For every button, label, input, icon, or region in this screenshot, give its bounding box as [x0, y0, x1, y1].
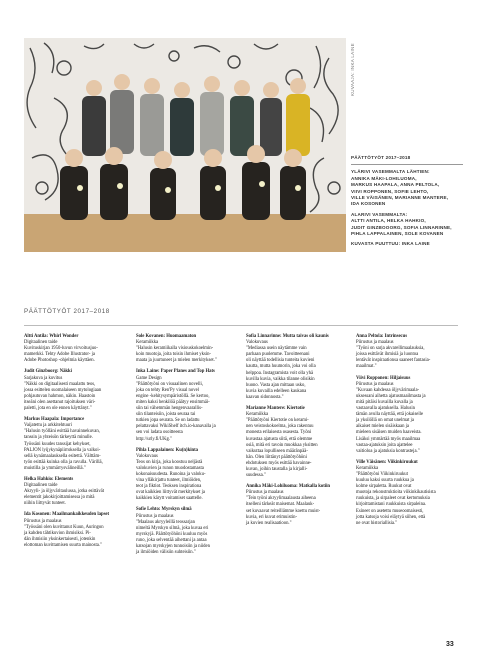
description-line: kaikkien kärytt voitamiset saattelle. — [136, 496, 203, 502]
description-line: "Päättötyöni on visuaalinen novelli, — [136, 381, 204, 387]
student-name: Annika Mäki-Lohiluoma: — [246, 484, 298, 490]
work-entry — [136, 334, 236, 364]
description-line: ruukuista, ja sirpaleet ovat kertomuksia — [356, 496, 430, 502]
description-line: ja kuvien realisaatioon." — [246, 520, 292, 526]
work-title: Importance — [60, 417, 85, 423]
caption-line: ALTTI ANTILA, HELKA HAHKIO, — [351, 218, 426, 224]
work-title: Huomaamaton — [166, 334, 197, 339]
description-line: "Päättötyöni Kiertotie on kerami- — [246, 418, 309, 424]
work-category: Keramiikka — [136, 340, 159, 346]
description-line: "Työssäni olen kuvittanut Kuun, Auringon — [24, 524, 104, 530]
caption-line: KUVASTA PUUTTUU: INKA LAINE — [351, 241, 430, 247]
description-line: teot ja fiktiot. Teoksen inspirationa — [136, 484, 202, 490]
student-name: Markus Haapala: — [24, 417, 60, 423]
work-title: Hiljaisuus — [389, 375, 411, 381]
description-line: myrskyjä. Päättötyöhöni kuuluu myös — [136, 531, 208, 537]
description-line: Työssäni kuudes tanssijat kehykset, — [24, 441, 91, 447]
description-line: oli näyttää todellisia tunteita kuvieni — [246, 358, 315, 364]
description-line: vastaavalla ajatuksella. Halusin — [356, 406, 415, 412]
description-line: joissa esittävät ihmisiä ja luontoa — [356, 352, 419, 358]
student-name: Sofia Linnarinne: — [246, 334, 282, 339]
student-name: Helka Hahkio: — [24, 476, 54, 482]
work-entry — [246, 406, 346, 479]
work-entry — [136, 369, 236, 442]
section-title: PÄÄTTÖTYÖT 2017–2018 — [24, 308, 110, 315]
photo-credit-vertical: KUVAAJA: INKA LAINE — [350, 43, 355, 96]
work-title: Paper Planes and Top Hats — [160, 369, 215, 375]
work-entry — [136, 507, 236, 556]
description-line: "Halusin keramiikalla visiouskokoelmin- — [136, 346, 214, 352]
text-column-1 — [24, 334, 124, 554]
description-line: Adobe Photoshop -ohjelmia käyttäen. — [24, 358, 95, 364]
entry-heading — [24, 512, 124, 518]
description-line: Akryyli- ja öljyväritaulussa, jotka esittävät — [24, 489, 105, 495]
description-line: pelattavaksi WikiShelf itch.io-kanavalla ja — [136, 424, 216, 430]
caption-line: ANNIKA MÄKI-LOHILUOMA, — [351, 175, 417, 181]
caption-line: MARKUS HAAPALA, ANNA PELTOLA, — [351, 182, 440, 188]
description-line: katsojan myrskyjen tunnoisiin ja niiden — [136, 544, 210, 549]
description-line: osiä, mitä eri tavoin muokkaa yksitten — [246, 442, 318, 448]
description-line: Teos on kirja, joka koostuu neljästä — [136, 459, 203, 465]
description-line: "Maalaus akryyleillä teossarjan — [136, 519, 195, 525]
description-line: "Näkki on digitaalisesti maalattu teos, — [24, 381, 96, 387]
text-column-3 — [246, 334, 346, 532]
work-entry — [24, 477, 124, 507]
description-line: siin tilanteisiin, joista seuraa tai — [136, 412, 196, 418]
work-category: Piirustus ja maalaus — [356, 381, 394, 387]
work-category: Piirustus ja maalaus — [136, 513, 174, 519]
work-title: Matkalla kotiin — [298, 484, 331, 490]
description-line: koin muotoja, joita toisin ihmiset yksin- — [136, 352, 211, 358]
work-title: Ku(n)kinta — [175, 447, 199, 453]
caption-top-row — [351, 169, 463, 207]
student-name: Viivi Ropponen: — [356, 375, 389, 381]
work-title: Viikinkiruukut — [387, 459, 418, 465]
description-line: jotta katsoja voisi eläytyä siihen, että — [356, 514, 426, 520]
description-line: kuvan, joihin taustalla ja kirjalli- — [246, 466, 308, 472]
description-line: dän ihmisiin yksinkertaisesti, jotenkin — [24, 536, 96, 542]
description-line: kuvia kuvailla edelleen kaukana — [246, 388, 307, 394]
work-title: Kiertotie — [286, 406, 305, 412]
description-line: vaitioloa ja ajatuksia kontrasteja." — [356, 448, 420, 454]
caption-line: VIIVI ROPPONEN, SOFIE LEHTO, — [351, 188, 429, 194]
work-entry — [246, 334, 346, 401]
work-title: Myrskyn silmä — [161, 507, 192, 513]
description-line: miten kaksi henkilöä päätyy ensimmäi- — [136, 399, 210, 405]
work-title: Maailmankaikkeuden lapset — [52, 512, 110, 518]
description-line: niihin liittyvät tunteet. — [24, 501, 66, 507]
description-line: ja ilmiöiden välisiin suhteisiin." — [136, 550, 196, 556]
caption-line: IDA KOSONEN — [351, 201, 386, 207]
description-line: ovat kaikkien liittyvät merkitykset ja — [136, 490, 205, 496]
description-line: ja yksilöllä on omat unelmat ja — [356, 418, 414, 424]
work-category: Digitaalinen taide — [24, 483, 58, 489]
student-name: Inka Laine: — [136, 369, 160, 375]
student-name: Ida Kosonen: — [24, 512, 51, 518]
work-entry — [24, 369, 124, 412]
description-line: nimeltä Myrskyn silmä, joka kuvaa eri — [136, 525, 209, 531]
section-divider — [24, 325, 458, 326]
work-category: Valokuvaus — [136, 453, 158, 459]
caption-divider — [351, 164, 463, 165]
work-category: Game Design — [136, 375, 162, 381]
description-line: ehdotuksen myös esittää havainne- — [246, 460, 312, 466]
caption-bottom-row — [351, 212, 463, 238]
work-title: Mutta taivas oli kaunis — [282, 334, 329, 339]
caption-line: YLÄRIVI VASEMMALTA LÄHTIEN: — [351, 169, 430, 175]
student-name: Ville Väisänen: — [356, 459, 387, 465]
work-title: Whirl Wonder — [49, 334, 79, 339]
photo-caption — [351, 155, 463, 252]
work-entry — [24, 417, 124, 472]
description-line: pohjautuvan hahmon, näkin. Haastoin — [24, 393, 96, 399]
description-line: mamerkki. Tehty Adobe Illustrator- ja — [24, 352, 95, 358]
description-line: ja kahden tähtikuvion ihmisiksi. Pi- — [24, 530, 91, 536]
caption-line: VILLE VÄISÄNEN, MARIANNE MANTERE, — [351, 195, 449, 201]
caption-line: PIHLA LAPPALAINEN, SOLE KOVANEN — [351, 231, 444, 237]
description-line: itseäni olen asettanut rajoituksen väri- — [24, 399, 96, 405]
work-category: Piirustus ja maalaus — [246, 490, 284, 496]
text-column-2 — [136, 334, 236, 561]
description-line: valokuvien ja runon muodostamasta — [136, 465, 204, 471]
description-line: lentävät inspiraationsa saaneet fantasia- — [356, 358, 431, 364]
work-entry — [356, 460, 456, 527]
work-entry — [24, 334, 124, 364]
work-title: Elements — [54, 476, 74, 482]
work-entry — [136, 448, 236, 503]
description-line: vaikuttaa lopulliseen määränpää- — [246, 448, 308, 454]
description-line: kirjoittamistani ruukkuista sirpaleina. — [356, 502, 427, 508]
work-category: Keramiikka — [246, 412, 269, 418]
work-title: Intrinsecus — [384, 334, 408, 339]
description-line: kautta, mutta huumorin, joka voi olla — [246, 364, 316, 370]
description-line: muotoja rekonstruktioita viikinkikautisista — [356, 490, 436, 496]
description-line: "Tein työni akryylimaalausta aiheena — [246, 496, 316, 502]
description-line: tämän avulla näyttää, että jokaiselle — [356, 412, 424, 418]
description-line: suudessa." — [246, 473, 266, 479]
description-line: tanssin ja yhteisön tärkeyttä minulle. — [24, 435, 93, 441]
caption-line: JUDIT GINZBOOORG, SOFIA LINNARINNE, — [351, 224, 452, 230]
description-line: uksessani aihetta ajatusmaailmasta ja — [356, 393, 426, 399]
description-line: helppoa. Instagramista voit olla yhä — [246, 370, 314, 376]
description-line: joka on tehty Ren'Py visual novel — [136, 387, 199, 393]
description-line: muistilla ja ymmärrysvälineillä." — [24, 465, 86, 471]
description-line: elottoman kuvittamisen suurta mainosta." — [24, 542, 102, 548]
work-entry — [356, 334, 456, 371]
description-line: kuvilla kuvia, vaikka tilanne olisikin — [246, 376, 315, 382]
description-line: Kuvituskirjan 1950-luvun virvoitusjuo- — [24, 346, 98, 352]
description-line: kuvastaa ajatusta siitä, että olemme — [246, 436, 313, 442]
description-line: sellä kynämaalauksella esitettä. Välttäm- — [24, 453, 101, 459]
description-line: vastaa-ajatuksin joita ajattelee — [356, 442, 413, 448]
description-line: jossa esittelen suomalaiseen mytologiaan — [24, 387, 102, 393]
description-line: tutkien jopa seurata. Se on ladattu — [136, 418, 200, 424]
description-line: set kuvaavat reiteillämme koettu muist- — [246, 508, 321, 514]
description-line: kolme sirpaletta. Ruukut ovat — [356, 484, 412, 490]
work-category: Sarjakuva ja kuvitus — [24, 375, 63, 381]
description-line: "Kuvaan kahdessa öljyvärimaala- — [356, 387, 420, 393]
description-line: "Halusin työlläni esittää havainnekuvan, — [24, 429, 100, 435]
work-category: Vaijatettu ja arkkitehtuuri — [24, 423, 72, 429]
description-line: PALJON lyijykynäpiirroksella ja valkoi- — [24, 447, 101, 453]
description-line: kuuluu kaksi suurta ruukkua ja — [356, 478, 414, 484]
description-line: mitä pitäisi kuvailla kuvalla ja — [356, 399, 413, 405]
work-entry — [356, 376, 456, 455]
description-line: mieleen sisäisen muiden haaveista. — [356, 430, 422, 436]
description-line: nen veistoskokoelma, joka rakentuu — [246, 424, 314, 430]
description-line: aikaiset mielen sisäiskaan ja — [356, 424, 409, 430]
student-name: Anna Peltola: — [356, 334, 384, 339]
description-line: "Mediassa usein näytämme vain — [246, 346, 307, 352]
caption-heading: PÄÄTTÖTYÖT 2017–2018 — [351, 155, 411, 160]
description-line: Lisäksi ymmärtää myös maailmaa — [356, 436, 421, 442]
description-line: vina ylläkirjattu tunteet, ilmiöiden, — [136, 478, 202, 484]
description-line: parhaan puolemme. Tavoitteenani — [246, 352, 310, 358]
description-line: engine -kehitysympäristöllä. Se kertoo, — [136, 393, 210, 399]
caption-line: ALARIVI VASEMMALTA: — [351, 211, 408, 217]
description-line: sen voi ladata osoitteesta — [136, 430, 183, 436]
description-line: runo, joka selventää aihettani ja antaa — [136, 537, 207, 543]
description-line: työn esittää kuinka olla ja ravulla. Värillä, — [24, 459, 103, 465]
description-line: monesta erilaisesta osasesta. Työni — [246, 430, 312, 436]
student-name: Pihla Lappalainen: — [136, 447, 175, 453]
description-line: maailmat." — [356, 364, 377, 370]
description-line: http://urly.fi/UKg." — [136, 436, 172, 442]
student-name: Judit Ginzboorg: — [24, 369, 59, 375]
student-name: Sole Kovanen: — [136, 334, 166, 339]
student-name: Sofie Lehto: — [136, 507, 161, 513]
description-line: ne ovat historiallisia." — [356, 520, 398, 526]
group-photo — [24, 38, 346, 252]
work-title: Näkki — [59, 369, 72, 375]
group-photo-illustration — [24, 38, 346, 252]
description-line: kuvia, eri kuvat erimuistin- — [246, 514, 298, 520]
description-line: elementit jakokirjoittamisessa jo mitä — [24, 495, 95, 501]
student-name: Altti Antila: — [24, 334, 49, 339]
work-entry — [246, 484, 346, 527]
student-name: Marianne Mantere: — [246, 406, 286, 412]
work-category: Keramiikka — [356, 465, 379, 471]
description-line: huono. Vasta ajan mittaan usko, — [246, 382, 306, 388]
work-category: Valokuvaus — [246, 340, 268, 346]
description-line: kaavan sidonnosta." — [246, 394, 284, 400]
description-line: "Päättötyöni Viikinkiruukut — [356, 471, 408, 477]
work-entry — [24, 512, 124, 549]
description-line: siin tai vähemmän hengenvaarallis- — [136, 406, 203, 412]
description-line: maata ja juurtuneet ja mielen merkitykset." — [136, 358, 217, 364]
description-line: itselleni tärkeät maisemat. Maalauk- — [246, 502, 315, 508]
text-column-4 — [356, 334, 456, 532]
caption-missing — [351, 241, 463, 247]
description-line: Esineet on asetettu museoomaisesti, — [356, 508, 424, 514]
description-line: hän. Olen liittänyt päättötyöhöni — [246, 454, 307, 460]
description-line: "Työni on sarja akvarellimaalauksia, — [356, 346, 425, 352]
work-category: Digitaalinen taide — [24, 340, 58, 346]
work-category: Piirustus ja maalaus — [356, 340, 394, 346]
page-number: 33 — [446, 641, 454, 648]
work-category: Piirustus ja maalaus — [24, 518, 62, 524]
description-line: paletti, jota en ole ennen käyttänyt." — [24, 406, 92, 412]
description-line: kokonaisuudesta. Runoina ja valoku- — [136, 471, 206, 477]
